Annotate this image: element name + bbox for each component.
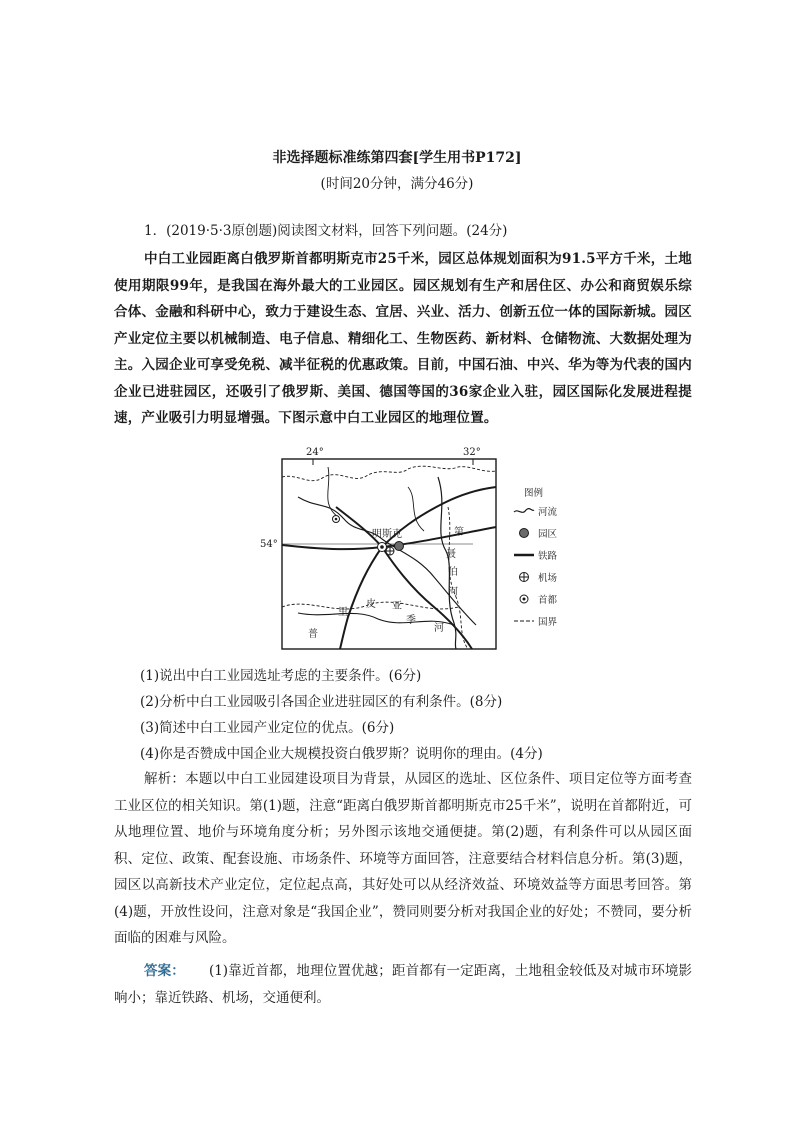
river-char-7: 亚 (392, 601, 402, 612)
subquestion-1: (1)说出中白工业园选址考虑的主要条件。(6分) (140, 668, 422, 684)
location-map (258, 447, 506, 652)
river-char-8: 季 (406, 615, 416, 626)
river-char-10: 普 (308, 629, 318, 640)
answer-block (114, 958, 692, 1011)
lon-left-label: 24° (306, 447, 324, 458)
legend-label-capital: 首都 (538, 595, 558, 606)
lat-label: 54° (260, 539, 278, 550)
subquestion-4: (4)你是否赞成中国企业大规模投资白俄罗斯？说明你的理由。(4分) (140, 746, 543, 762)
subquestion-3: (3)简述中白工业园产业定位的优点。(6分) (140, 720, 395, 736)
legend-label-park: 园区 (538, 529, 558, 540)
legend-label-railway: 铁路 (538, 551, 558, 562)
park-marker (395, 542, 404, 551)
answer-label: 答案： (144, 963, 185, 979)
page-subtitle: (时间20分钟，满分46分) (320, 176, 474, 192)
lon-right-label: 32° (463, 447, 481, 458)
city-label: 明斯克 (372, 529, 402, 540)
analysis-text: 解析：本题以中白工业园建设项目为背景，从园区的选址、区位条件、项目定位等方面考查工业区位的相关知识。第(1)题，注意“距离白俄罗斯首都明斯克市25千米”，说明在首都附近，可从地理位置、地价与环境角度分析；另外图示该地交通便捷。第(2)题，有利条件可以从园区面积、定位、政策、配套设施、市场条件、环境等方面回答，注意要结合材料信息分析。第(3)题，园区以高新技术产业定位，定位起点高，其好处可以从经济效益、环境效益等方面思考回答。第(4)题，开放性设问，注意对象是“我国企业”，赞同则要分析对我国企业的好处；不赞同，要分析面临的困难与风险。 (114, 771, 692, 946)
river-char-9: 河 (434, 623, 444, 634)
river-icon (514, 509, 534, 513)
river-char-3: 伯 (448, 567, 458, 578)
legend-label-river: 河流 (538, 507, 558, 518)
question-body: 中白工业园距离白俄罗斯首都明斯克市25千米，园区总体规划面积为91.5平方千米，土地使用期限99年，是我国在海外最大的工业园区。园区规划有生产和居住区、办公和商贸娱乐综合体、金融和科研中心，致力于建设生态、宜居、兴业、活力、创新五位一体的国际新城。园区产业定位主要以机械制造、电子信息、精细化工、生物医药、新材料、仓储物流、大数据处理为主。入园企业可享受免税、减半征税的优惠政策。目前，中国石油、中兴、华为等为代表的国内企业已进驻园区，还吸引了俄罗斯、美国、德国等国的36家企业入驻，园区国际化发展进程提速，产业吸引力明显增强。下图示意中白工业园区的地理位置。 (114, 251, 692, 426)
park-icon (520, 529, 529, 538)
legend-title: 图例 (524, 488, 544, 499)
question-head: 1．(2019·5·3原创题)阅读图文材料，回答下列问题。(24分) (144, 223, 508, 239)
legend-label-airport: 机场 (538, 573, 558, 584)
river-char-6: 皮 (366, 599, 376, 610)
river-char-5: 里 (338, 607, 348, 618)
river-char-2: 聂 (446, 549, 456, 560)
legend-label-border: 国界 (538, 617, 558, 628)
page-title: 非选择题标准练第四套[学生用书P172] (272, 150, 522, 166)
map-legend (510, 480, 580, 630)
subquestion-2: (2)分析中白工业园吸引各国企业进驻园区的有利条件。(8分) (140, 694, 503, 710)
river-char-1: 第 (454, 527, 464, 538)
answer-text: (1)靠近首都，地理位置优越；距首都有一定距离，土地租金较低及对城市环境影响小；靠近铁路、机场，交通便利。 (114, 963, 692, 1006)
river-char-4: 河 (448, 587, 458, 598)
